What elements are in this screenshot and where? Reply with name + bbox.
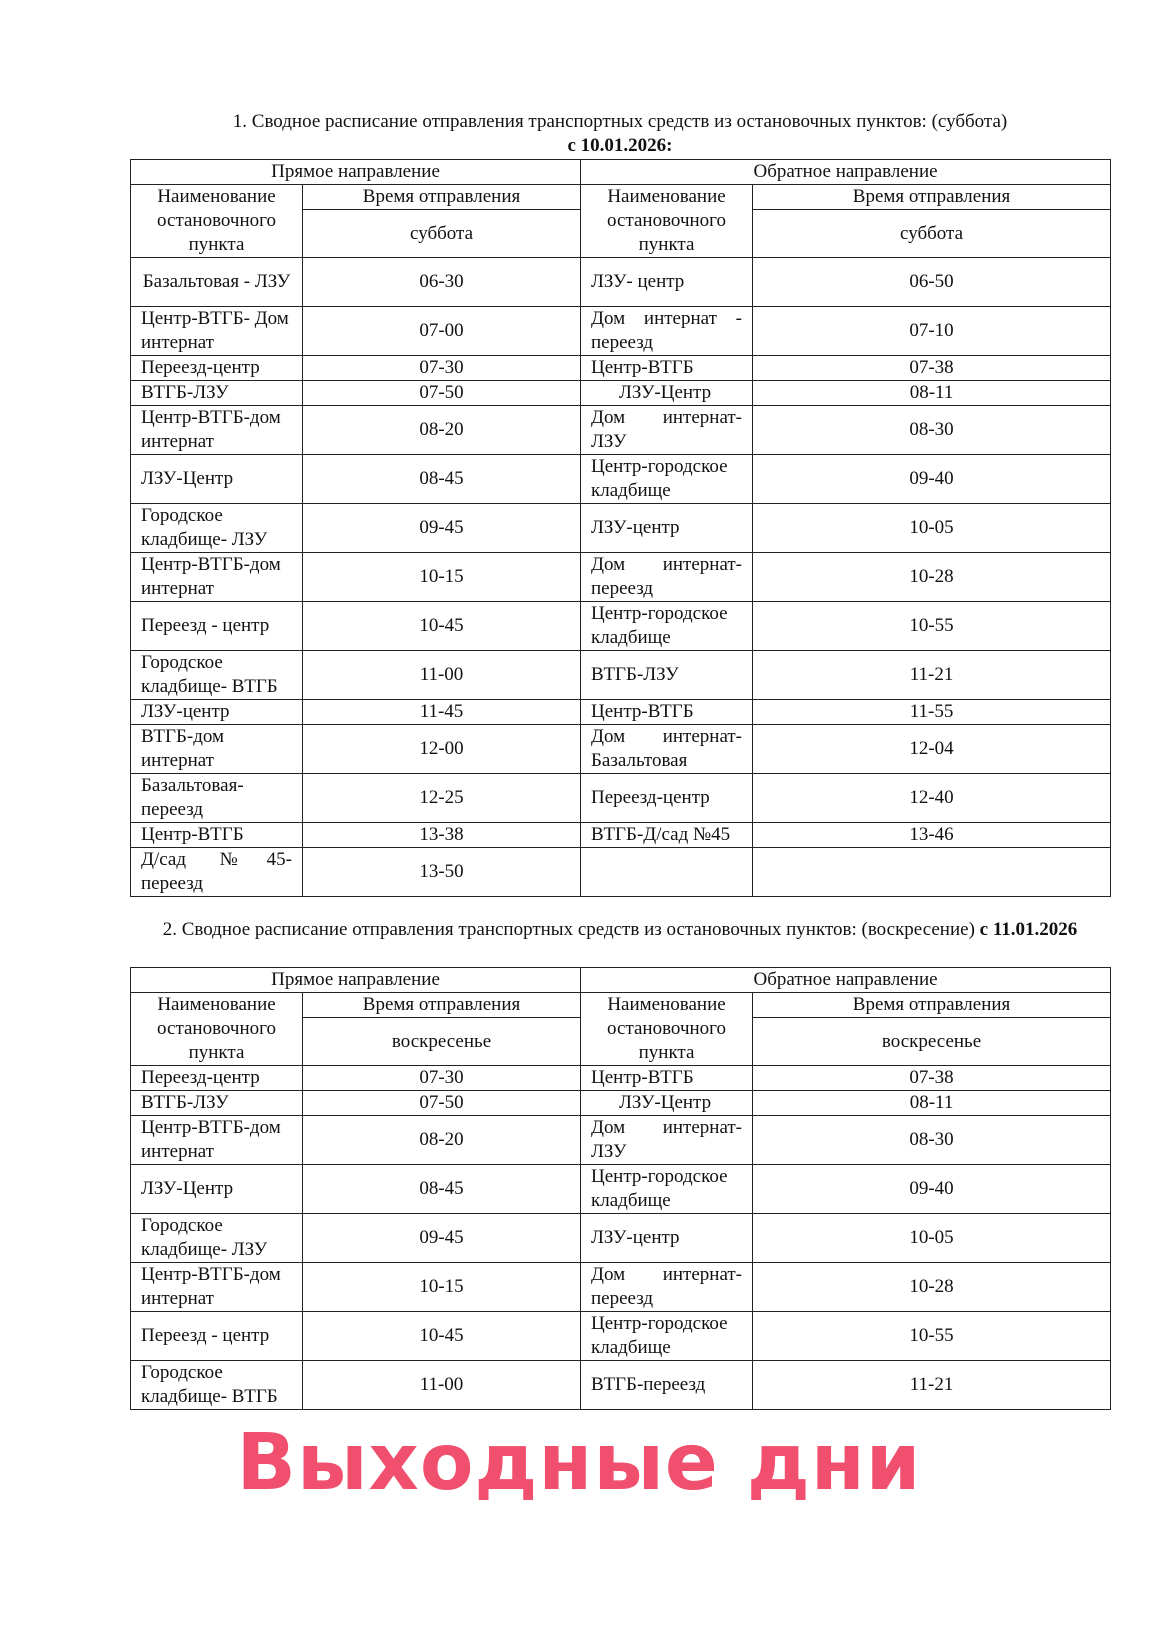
forward-time-cell: 10-15: [303, 553, 581, 602]
backward-time-cell: 10-05: [753, 1214, 1111, 1263]
table-row: [131, 356, 1111, 381]
forward-stop-cell: Переезд - центр: [131, 1312, 303, 1361]
table-row: [131, 823, 1111, 848]
forward-stop-cell: Центр-ВТГБ-дом интернат: [131, 1116, 303, 1165]
forward-stop-cell: Городское кладбище- ВТГБ: [131, 1361, 303, 1410]
backward-stop-cell: Центр-городское кладбище: [581, 455, 753, 504]
backward-time-cell: 06-50: [753, 258, 1111, 307]
backward-stop-cell: Центр-ВТГБ: [581, 356, 753, 381]
table-row: [131, 1116, 1111, 1165]
section-1-date: с 10.01.2026:: [567, 135, 673, 156]
backward-time-cell: 11-21: [753, 651, 1111, 700]
forward-stop-cell: ВТГБ-ЛЗУ: [131, 1091, 303, 1116]
backward-stop-cell: Дом интернат- переезд: [581, 1263, 753, 1312]
table-row: [131, 1312, 1111, 1361]
backward-stop-cell: Переезд-центр: [581, 774, 753, 823]
backward-stop-cell: ЛЗУ-центр: [581, 1214, 753, 1263]
forward-time-cell: 10-45: [303, 602, 581, 651]
table-row: [131, 725, 1111, 774]
table-row: [131, 1361, 1111, 1410]
forward-stop-cell: ЛЗУ-центр: [131, 700, 303, 725]
forward-time-cell: 08-20: [303, 1116, 581, 1165]
backward-stop-cell: ВТГБ-Д/сад №45: [581, 823, 753, 848]
forward-time-cell: 13-38: [303, 823, 581, 848]
table-row: [131, 700, 1111, 725]
backward-time-cell: 08-30: [753, 1116, 1111, 1165]
forward-time-cell: 12-25: [303, 774, 581, 823]
forward-stop-cell: Базальтовая - ЛЗУ: [131, 258, 303, 307]
backward-time-cell: 07-10: [753, 307, 1111, 356]
backward-stop-column-header: Наименование остановочного пункта: [581, 185, 753, 258]
backward-stop-cell: ВТГБ-ЛЗУ: [581, 651, 753, 700]
forward-direction-header: Прямое направление: [131, 160, 581, 185]
forward-stop-cell: Центр-ВТГБ: [131, 823, 303, 848]
forward-stop-cell: Д/сад №45- переезд: [131, 848, 303, 897]
backward-stop-cell: Центр-ВТГБ: [581, 700, 753, 725]
backward-stop-cell: ЛЗУ-Центр: [581, 381, 753, 406]
section-1-title-text: 1. Сводное расписание отправления транспортных средств из остановочных пунктов: (суббота): [232, 111, 1008, 132]
backward-time-cell: 08-11: [753, 381, 1111, 406]
table-row: [131, 553, 1111, 602]
forward-day-header: воскресенье: [303, 1018, 581, 1066]
backward-day-header: суббота: [753, 210, 1111, 258]
forward-time-column-header: Время отправления: [303, 993, 581, 1018]
table-row: [131, 1091, 1111, 1116]
forward-direction-header: Прямое направление: [131, 968, 581, 993]
forward-stop-column-header: Наименование остановочного пункта: [131, 185, 303, 258]
weekend-days-stamp: Выходные дни: [236, 1418, 922, 1508]
section-1-title: [130, 110, 1110, 158]
table-row: [131, 455, 1111, 504]
backward-day-header: воскресенье: [753, 1018, 1111, 1066]
backward-stop-column-header: Наименование остановочного пункта: [581, 993, 753, 1066]
forward-time-column-header: Время отправления: [303, 185, 581, 210]
backward-time-column-header: Время отправления: [753, 185, 1111, 210]
backward-time-cell: 10-28: [753, 553, 1111, 602]
forward-stop-cell: Центр-ВТГБ-дом интернат: [131, 553, 303, 602]
backward-stop-cell: [581, 848, 753, 897]
forward-stop-cell: ВТГБ-дом интернат: [131, 725, 303, 774]
backward-time-cell: 10-05: [753, 504, 1111, 553]
forward-stop-column-header: Наименование остановочного пункта: [131, 993, 303, 1066]
backward-stop-cell: ЛЗУ-Центр: [581, 1091, 753, 1116]
forward-time-cell: 08-20: [303, 406, 581, 455]
backward-time-cell: [753, 848, 1111, 897]
backward-time-cell: 11-21: [753, 1361, 1111, 1410]
forward-stop-cell: Переезд-центр: [131, 356, 303, 381]
forward-time-cell: 07-50: [303, 381, 581, 406]
backward-time-cell: 10-55: [753, 1312, 1111, 1361]
forward-time-cell: 07-50: [303, 1091, 581, 1116]
section-2-date: с 11.01.2026: [979, 919, 1078, 940]
forward-time-cell: 13-50: [303, 848, 581, 897]
table-row: [131, 1214, 1111, 1263]
forward-stop-cell: Городское кладбище- ЛЗУ: [131, 1214, 303, 1263]
forward-stop-cell: Переезд - центр: [131, 602, 303, 651]
section-2-title: [130, 918, 1110, 942]
backward-time-cell: 09-40: [753, 1165, 1111, 1214]
backward-time-cell: 08-11: [753, 1091, 1111, 1116]
schedule-table-saturday: [130, 159, 1111, 897]
backward-time-cell: 07-38: [753, 356, 1111, 381]
backward-time-cell: 08-30: [753, 406, 1111, 455]
forward-time-cell: 08-45: [303, 1165, 581, 1214]
backward-stop-cell: ЛЗУ- центр: [581, 258, 753, 307]
backward-stop-cell: Дом интернат- ЛЗУ: [581, 406, 753, 455]
backward-time-cell: 10-55: [753, 602, 1111, 651]
backward-time-cell: 10-28: [753, 1263, 1111, 1312]
forward-stop-cell: Центр-ВТГБ- Дом интернат: [131, 307, 303, 356]
backward-stop-cell: Центр-городское кладбище: [581, 1165, 753, 1214]
table-row: [131, 1165, 1111, 1214]
backward-stop-cell: Дом интернат- ЛЗУ: [581, 1116, 753, 1165]
backward-direction-header: Обратное направление: [581, 160, 1111, 185]
backward-time-cell: 12-40: [753, 774, 1111, 823]
forward-time-cell: 07-30: [303, 356, 581, 381]
table-row: [131, 258, 1111, 307]
backward-direction-header: Обратное направление: [581, 968, 1111, 993]
backward-stop-cell: ВТГБ-переезд: [581, 1361, 753, 1410]
forward-time-cell: 11-00: [303, 651, 581, 700]
table-row: [131, 1263, 1111, 1312]
forward-time-cell: 08-45: [303, 455, 581, 504]
backward-time-cell: 13-46: [753, 823, 1111, 848]
forward-time-cell: 11-45: [303, 700, 581, 725]
forward-time-cell: 12-00: [303, 725, 581, 774]
backward-stop-cell: Центр-городское кладбище: [581, 602, 753, 651]
backward-time-cell: 11-55: [753, 700, 1111, 725]
schedule-table-sunday: [130, 967, 1111, 1410]
table-row: [131, 307, 1111, 356]
forward-time-cell: 10-15: [303, 1263, 581, 1312]
forward-stop-cell: Городское кладбище- ВТГБ: [131, 651, 303, 700]
table-row: [131, 406, 1111, 455]
section-2-title-text: 2. Сводное расписание отправления транспортных средств из остановочных пунктов: (воскресение): [162, 919, 975, 940]
forward-stop-cell: Базальтовая- переезд: [131, 774, 303, 823]
forward-stop-cell: ВТГБ-ЛЗУ: [131, 381, 303, 406]
forward-stop-cell: Центр-ВТГБ-дом интернат: [131, 406, 303, 455]
backward-stop-cell: ЛЗУ-центр: [581, 504, 753, 553]
forward-stop-cell: Центр-ВТГБ-дом интернат: [131, 1263, 303, 1312]
forward-day-header: суббота: [303, 210, 581, 258]
forward-stop-cell: Городское кладбище- ЛЗУ: [131, 504, 303, 553]
backward-stop-cell: Центр-ВТГБ: [581, 1066, 753, 1091]
forward-time-cell: 09-45: [303, 504, 581, 553]
backward-time-column-header: Время отправления: [753, 993, 1111, 1018]
forward-stop-cell: Переезд-центр: [131, 1066, 303, 1091]
backward-time-cell: 07-38: [753, 1066, 1111, 1091]
forward-stop-cell: ЛЗУ-Центр: [131, 1165, 303, 1214]
backward-time-cell: 09-40: [753, 455, 1111, 504]
table-row: [131, 602, 1111, 651]
forward-stop-cell: ЛЗУ-Центр: [131, 455, 303, 504]
backward-stop-cell: Дом интернат- переезд: [581, 553, 753, 602]
forward-time-cell: 09-45: [303, 1214, 581, 1263]
table-row: [131, 504, 1111, 553]
forward-time-cell: 10-45: [303, 1312, 581, 1361]
forward-time-cell: 06-30: [303, 258, 581, 307]
backward-stop-cell: Дом интернат- Базальтовая: [581, 725, 753, 774]
backward-time-cell: 12-04: [753, 725, 1111, 774]
table-row: [131, 774, 1111, 823]
forward-time-cell: 07-00: [303, 307, 581, 356]
table-row: [131, 1066, 1111, 1091]
forward-time-cell: 07-30: [303, 1066, 581, 1091]
backward-stop-cell: Центр-городское кладбище: [581, 1312, 753, 1361]
table-row: [131, 848, 1111, 897]
table-row: [131, 651, 1111, 700]
forward-time-cell: 11-00: [303, 1361, 581, 1410]
table-row: [131, 381, 1111, 406]
backward-stop-cell: Дом интернат - переезд: [581, 307, 753, 356]
